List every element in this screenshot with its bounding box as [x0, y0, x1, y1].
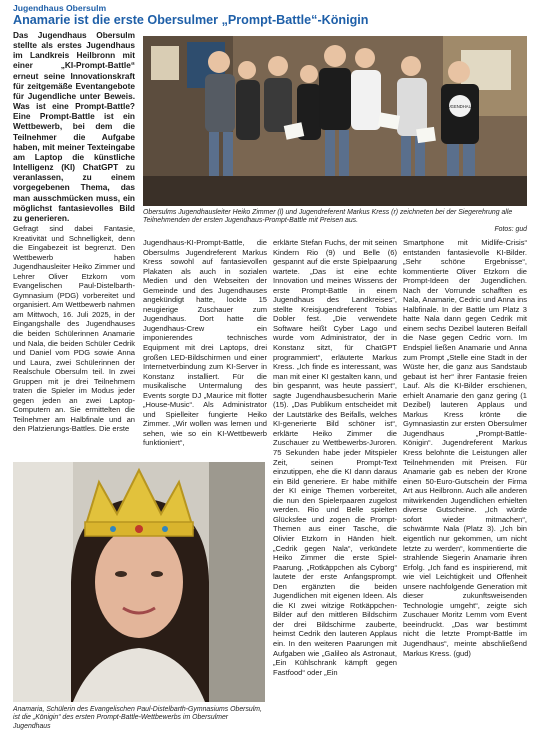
group-photo-illustration — [143, 36, 527, 206]
column-2-text: Jugendhaus-KI-Prompt-Battle, die Obersulms Jugendreferent Markus Kress sowohl auf fantasievollen Plakaten als auch in sozialen Medien und den Webseiten der Gemeinde und des Jugendhauses angekündigt hatte, lockte 15 neugierige Zuschauer zum Jugendhaus. Dort hatte die Jugendhaus-Crew ein imponierendes technisches Equipment mit drei Laptops, drei großen LED-Bildschirmen und einer Internetverbindung zum KI-Server in Konstanz installiert. Für die musikalische Untermalung des Events sorgte DJ „Maurice mit flotter „House-Music“. Als Administrator und Spielleiter fungierte Heiko Zimmer. „Wir wollen was lernen und sehen, wie so ein KI-Wettbewerb funktioniert“, — [143, 238, 267, 448]
column-3-text: erklärte Stefan Fuchs, der mit seinen Kindern Rio (9) und Belle (6) gespannt auf die erste Spielpaarung wartete. „Das ist eine echte Innovation und meines Wissens der erste Prompt-Battle in einem Jugendhaus des Landkreises“, stellte Kreisjugendreferent Tobias Dobler fest. „Die verwendete Software heißt Cyber Lago und wurde vom Administrator, der in Konstanz sitzt, für ChatGPT programmiert“, erläuterte Markus Kress. „Ich finde es interessant, was man mit einer KI gestalten kann, und bin gespannt, was heute passiert“, sagte Jugendhausbesucherin Marie (15). „Das Publikum entscheidet mit der Lautstärke des Beifalls, welches KI-generierte Bild schöner ist“, erklärte Heiko Zimmer die Zuschauer zu Wettbewerbs-Juroren. 75 Sekunden habe jeder Mitspieler Zeit, seinen Prompt-Text einzutippen, ehe die KI dann daraus ein Bild generiere. Er habe mithilfe der KI einige Themen vorbereitet, die nun den Spielerpaaren zugelost werden. Rio und Belle spielten Glücksfee und zogen die Prompt-Themen aus einer Tasche, die Olivier Etzkorn in Händen hielt. „Cedrik gegen Nala“, verkündete Heiko Zimmer die erste Spiel-Paarung. „Rotkäppchen als Cyborg“ lautete der erste Anfangsprompt. Den ergänzten die beiden Jugendlichen mit eigenen Ideen. Als die KI zwei witzige Rotkäppchen-Bilder auf den mittleren Bildschirm der drei Bildschirme zauberte, heimst Cedrik den lauteren Applaus ein. In den weiteren Paarungen mit Aufgaben wie „Galileo als Astronaut, „Ein Kühlschrank kämpft gegen Fastfood“ oder „Ein — [273, 238, 397, 677]
kicker: Jugendhaus Obersulm — [13, 3, 107, 13]
photo-credit: Fotos: gud — [494, 225, 527, 233]
article-column-1 — [13, 224, 135, 434]
column-1-text: Gefragt sind dabei Fantasie, Kreativität und Schnelligkeit, denn die Eingabezeit ist begrenzt. Den Wettbewerb haben Jugendhausleiter Heiko Zimmer und Lehrer Oliver Etzkorn vom Evangelischen Paul-Distelbarth-Gymnasium (PDG) vorbereitet und organisiert. Am Wettbewerb nahmen am Mittwoch, 16. Juli 2025, in der Eingangshalle des Jugendhauses die beiden Schülerinnen Anamarie und Nala, die beiden Schüler Cedrik und Daniel vom PDG sowie Anna und Laura, zwei Schülerinnen der Realschule Obersulm teil. In zwei Gruppen mit je drei Teilnehmern traten die Spieler im Modus jeder gegen jeden an zwei Laptop-Computern an. Sie ermittelten die Teilnehmer am Halbfinale und an den Platzierungs-Battles. Die erste — [13, 224, 135, 434]
lead-paragraph — [13, 30, 135, 223]
article-column-4 — [403, 238, 527, 658]
group-photo — [143, 36, 527, 206]
group-photo-caption — [143, 209, 527, 234]
lead-text: Das Jugendhaus Obersulm stellte als erstes Jugendhaus im Landkreis Heilbronn mit einer „KI-Prompt-Battle“ erneut seine Innovationskraft für zeitgemäße Eventangebote für Jugendliche unter Beweis. Was ist eine Prompt-Battle? Eine Prompt-Battle ist ein Wettbewerb, bei dem die Teilnehmer die Aufgabe haben, mit meiner Texteingabe am Laptop die künstliche Intelligenz (KI) ChatGPT zu veranlassen, zu einem vorgegebenen Thema, das man ausschmücken muss, ein möglichst fantasievolles Bild zu generieren. — [13, 30, 135, 223]
article-column-3 — [273, 238, 397, 677]
winner-portrait-photo — [13, 462, 265, 702]
shirt-print: JUGENDHAUS — [445, 104, 475, 109]
group-photo-caption-text: Obersulms Jugendhausleiter Heiko Zimmer (l) und Jugendreferent Markus Kress (r) zeichneten bei der Siegerehrung alle Teilnehmenden der ersten Jugendhaus-Prompt-Battle mit Preisen aus. — [143, 209, 513, 225]
winner-portrait-illustration — [13, 462, 265, 702]
headline: Anamarie ist die erste Obersulmer „Prompt-Battle“-Königin — [13, 13, 369, 27]
article-column-2 — [143, 238, 267, 448]
winner-portrait-caption: Anamaria, Schülerin des Evangelischen Paul-Distelbarth-Gymnasiums Obersulm, ist die „Königin“ des ersten Prompt-Battle-Wettbewerbs im Obersulmer Jugendhaus — [13, 706, 262, 730]
column-4-text: Smartphone mit Midlife-Crisis“ entstanden fantasievolle KI-Bilder. „Sehr schöne Ergebnisse“, kommentierte Oliver Etzkorn die Prompt-Ideen der Jugendlichen. Nach der Vorrunde schafften es Nala, Anamarie, Cedric und Anna ins Halbfinale. In der Battle um Platz 3 hatte Nala dann gegen Cedrik mit einem sechs Dezibel lauteren Beifall die Nase gegen Cedric vorn. Im Endspiel ließen Anamarie und Anna zum Prompt „Stelle eine Stadt in der Wüste her, die ganz aus Sandstaub gebaut ist her“ ihrer Fantasie freien Lauf. Als die KI-Bilder erschienen, erhielt Anamarie den ganz gering (1 Dezibel) lauteren Applaus und Markus Kress krönte die Gymnasiastin zur ersten Obersulmer Jugendhaus „Prompt-Battle-Königin“. Jugendreferent Markus Kress belohnte die Leistungen aller Teilnehmenden mit Preisen. Für Anamarie gab es neben der Krone einen 50-Euro-Gutschein der Firma Art aus Heilbronn. Auch alle anderen mitwirkenden Jugendlichen erhielten diverse Gutscheine. „Ich würde sofort wieder mitmachen“, schwärmte Nala (Platz 3). „Ich bin eigentlich nur gekommen, um nicht letzte zu werden“, kommentierte die strahlende Siegerin Anamarie ihren Erfolg. „Ich fand es inspirierend, mit wie viel Leichtigkeit und Offenheit unsere nachfolgende Generation mit dieser zukunftsweisenden Technologie umgeht“, zeigte sich Zuschauer Moritz Lemm vom Event beeindruckt. „Das war bestimmt nicht die letzte Prompt-Battle im Jugendhaus“, meinte abschließend Markus Kress. (gud) — [403, 238, 527, 658]
